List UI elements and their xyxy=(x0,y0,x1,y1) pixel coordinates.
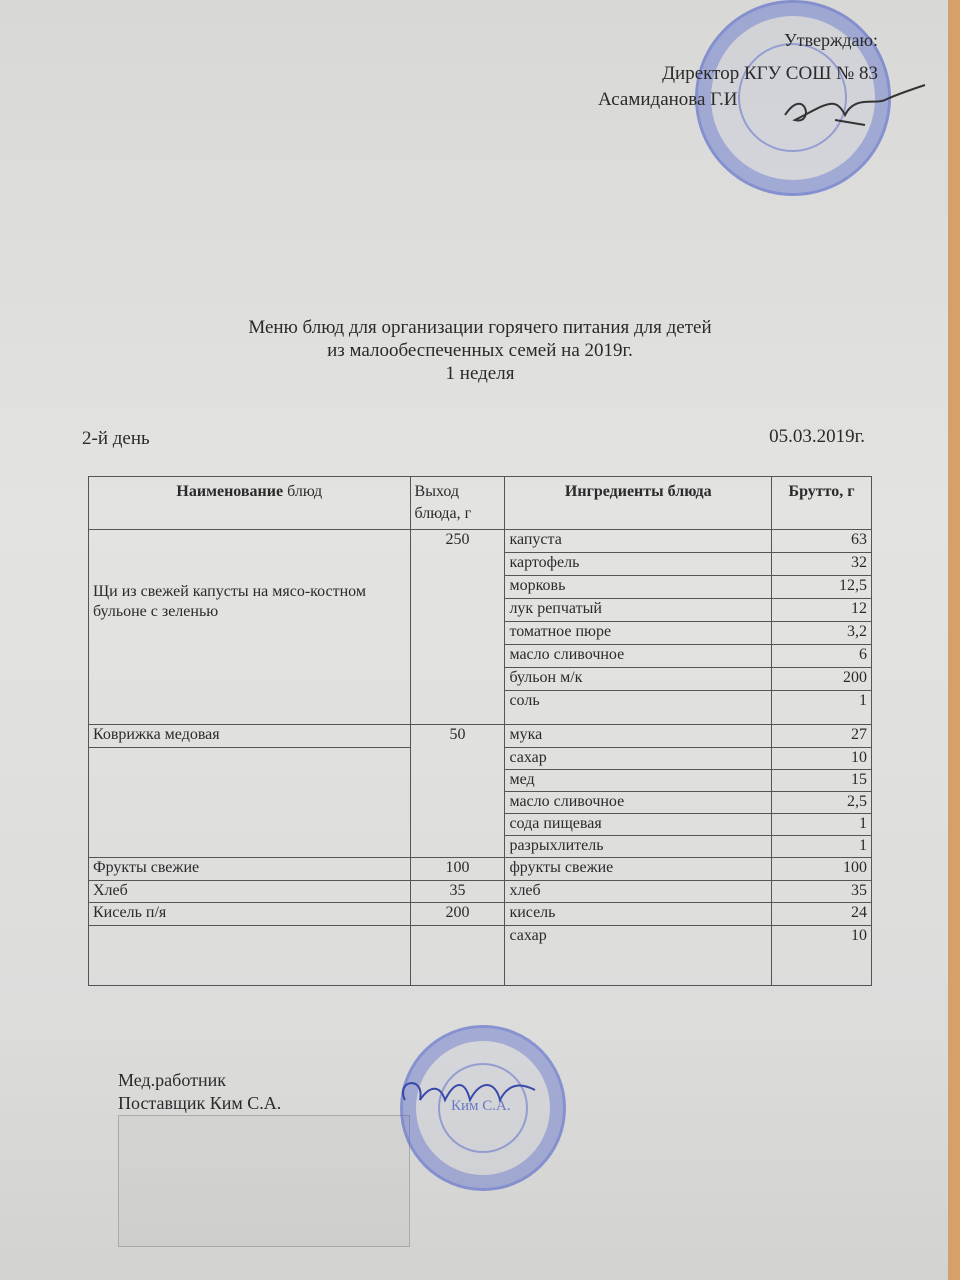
supplier-label: Поставщик Ким С.А. xyxy=(118,1093,282,1113)
ingredient-brutto: 1 xyxy=(772,691,872,725)
ingredient-brutto: 24 xyxy=(772,903,872,926)
ingredient-name: соль xyxy=(505,691,772,725)
dish-name: Хлеб xyxy=(89,881,411,903)
empty-cell xyxy=(410,926,505,986)
ingredient-name: мед xyxy=(505,770,772,792)
dish-yield: 100 xyxy=(410,858,505,881)
dish-yield: 35 xyxy=(410,881,505,903)
ingredient-name: сода пищевая xyxy=(505,814,772,836)
ingredient-brutto: 100 xyxy=(772,858,872,881)
document-week: 1 неделя xyxy=(445,363,515,384)
ingredient-name: масло сливочное xyxy=(505,792,772,814)
dish-yield: 250 xyxy=(410,530,505,725)
ingredient-brutto: 1 xyxy=(772,814,872,836)
dish-yield: 50 xyxy=(410,725,505,858)
ingredient-name: хлеб xyxy=(505,881,772,903)
ingredient-name: томатное пюре xyxy=(505,622,772,645)
empty-cell xyxy=(89,748,411,858)
ingredient-name: разрыхлитель xyxy=(505,836,772,858)
dish-name: Фрукты свежие xyxy=(89,858,411,881)
ingredient-brutto: 12,5 xyxy=(772,576,872,599)
header-ingredients: Ингредиенты блюда xyxy=(505,477,772,530)
approval-name: Асамиданова Г.И xyxy=(598,89,738,110)
dish-name: Коврижка медовая xyxy=(89,725,411,748)
ingredient-brutto: 12 xyxy=(772,599,872,622)
dish-name: Кисель п/я xyxy=(89,903,411,926)
blank-box xyxy=(118,1115,410,1247)
ingredient-name: картофель xyxy=(505,553,772,576)
document-title-line1: Меню блюд для организации горячего питания для детей xyxy=(248,317,712,338)
supplier-signature xyxy=(385,1070,555,1120)
ingredient-brutto: 3,2 xyxy=(772,622,872,645)
ingredient-brutto: 10 xyxy=(772,748,872,770)
table-row xyxy=(89,903,872,926)
header-yield: Выход блюда, г xyxy=(410,477,505,530)
table-row xyxy=(89,858,872,881)
med-worker-label: Мед.работник xyxy=(118,1070,226,1090)
ingredient-brutto: 32 xyxy=(772,553,872,576)
ingredient-name: мука xyxy=(505,725,772,748)
header-brutto: Брутто, г xyxy=(772,477,872,530)
table-row xyxy=(89,725,872,748)
ingredient-brutto: 10 xyxy=(772,926,872,986)
ingredient-name: масло сливочное xyxy=(505,645,772,668)
empty-cell xyxy=(89,926,411,986)
menu-table xyxy=(88,476,872,986)
header-name: Наименование блюд xyxy=(89,477,411,530)
ingredient-name: бульон м/к xyxy=(505,668,772,691)
ingredient-name: кисель xyxy=(505,903,772,926)
ingredient-brutto: 27 xyxy=(772,725,872,748)
ingredient-brutto: 15 xyxy=(772,770,872,792)
approval-director: Директор КГУ СОШ № 83 xyxy=(662,63,878,84)
dish-name: Щи из свежей капусты на мясо-костном бульоне с зеленью xyxy=(89,530,411,725)
ingredient-name: фрукты свежие xyxy=(505,858,772,881)
ingredient-name: капуста xyxy=(505,530,772,553)
ingredient-brutto: 1 xyxy=(772,836,872,858)
ingredient-name: морковь xyxy=(505,576,772,599)
document-title-line2: из малообеспеченных семей на 2019г. xyxy=(327,340,633,361)
ingredient-brutto: 200 xyxy=(772,668,872,691)
dish-yield: 200 xyxy=(410,903,505,926)
table-row xyxy=(89,926,872,986)
supplier-stamp: Ким С.А. xyxy=(400,1025,566,1191)
date-label: 05.03.2019г. xyxy=(769,426,865,447)
ingredient-brutto: 6 xyxy=(772,645,872,668)
ingredient-name: сахар xyxy=(505,926,772,986)
table-row xyxy=(89,881,872,903)
table-row xyxy=(89,530,872,553)
ingredient-name: сахар xyxy=(505,748,772,770)
ingredient-brutto: 2,5 xyxy=(772,792,872,814)
ingredient-brutto: 35 xyxy=(772,881,872,903)
day-label: 2-й день xyxy=(82,428,150,449)
approval-label: Утверждаю: xyxy=(783,30,878,50)
ingredient-name: лук репчатый xyxy=(505,599,772,622)
table-header-row xyxy=(89,477,872,530)
director-signature xyxy=(775,75,935,145)
ingredient-brutto: 63 xyxy=(772,530,872,553)
